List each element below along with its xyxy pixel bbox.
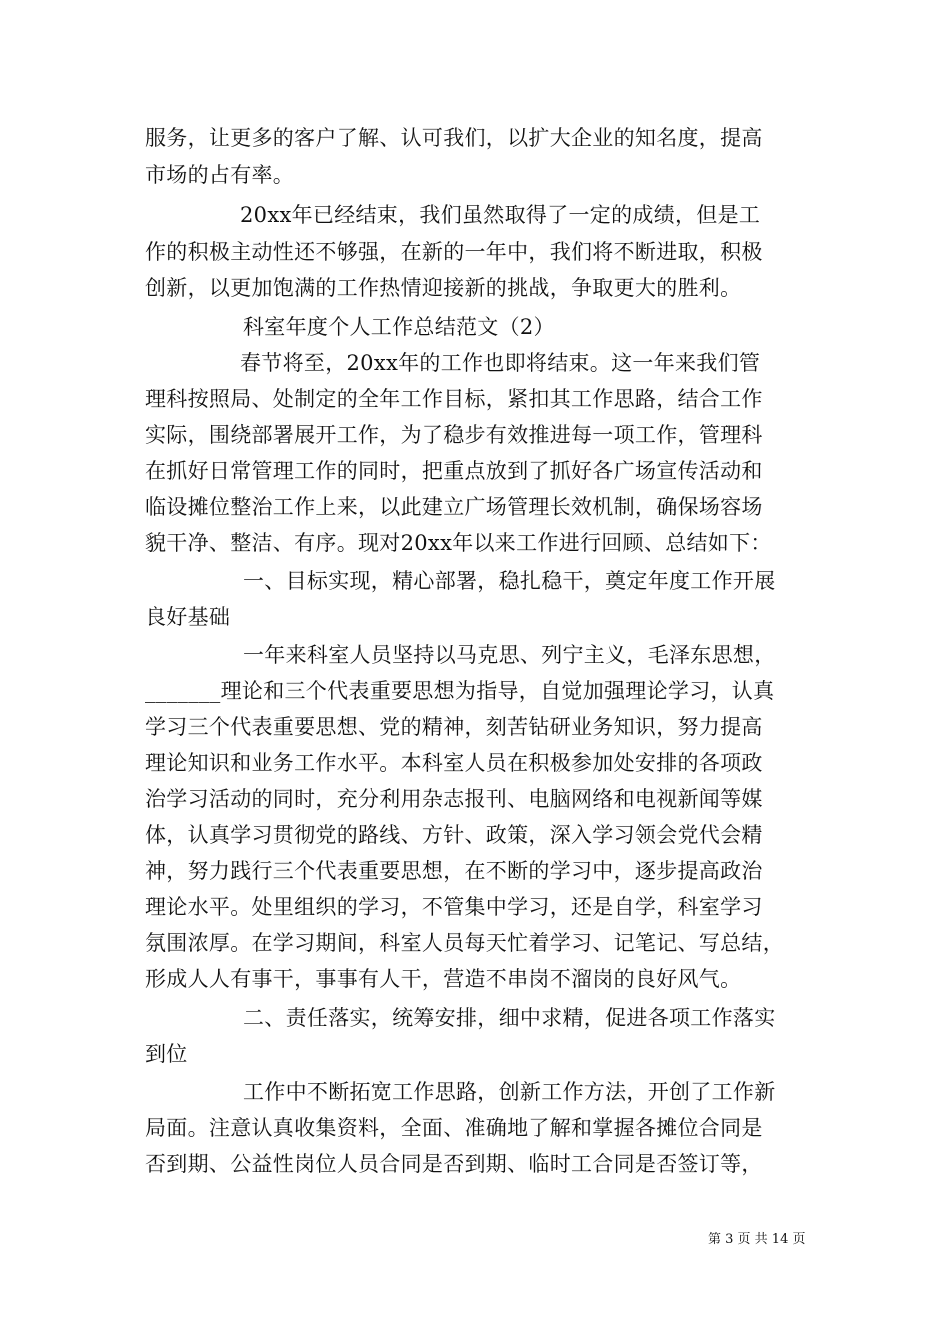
text-line: 氛围浓厚。在学习期间，科室人员每天忙着学习、记笔记、写总结， bbox=[145, 931, 784, 955]
text-line: 服务，让更多的客户了解、认可我们，以扩大企业的知名度，提高 bbox=[145, 126, 763, 150]
text-line: 理论知识和业务工作水平。本科室人员在积极参加处安排的各项政 bbox=[145, 751, 763, 775]
section-heading: 二、责任落实，统筹安排，细中求精，促进各项工作落实 bbox=[243, 1006, 776, 1030]
text-line: 否到期、公益性岗位人员合同是否到期、临时工合同是否签订等， bbox=[145, 1152, 763, 1176]
text-line: 创新，以更加饱满的工作热情迎接新的挑战，争取更大的胜利。 bbox=[145, 276, 742, 300]
text-line: 神，努力践行三个代表重要思想，在不断的学习中，逐步提高政治 bbox=[145, 859, 763, 883]
text-line: 实际，围绕部署展开工作，为了稳步有效推进每一项工作，管理科 bbox=[145, 423, 763, 447]
text-line: 治学习活动的同时，充分利用杂志报刊、电脑网络和电视新闻等媒 bbox=[145, 787, 763, 811]
text-line: 临设摊位整治工作上来，以此建立广场管理长效机制，确保场容场 bbox=[145, 495, 763, 519]
text-line: 理科按照局、处制定的全年工作目标，紧扣其工作思路，结合工作 bbox=[145, 387, 763, 411]
section-heading: 到位 bbox=[145, 1042, 188, 1066]
text-line: 工作中不断拓宽工作思路，创新工作方法，开创了工作新 bbox=[243, 1080, 776, 1104]
section-heading: 一、目标实现，精心部署，稳扎稳干，奠定年度工作开展 bbox=[243, 569, 776, 593]
text-line: 形成人人有事干，事事有人干，营造不串岗不溜岗的良好风气。 bbox=[145, 967, 742, 991]
text-line: 一年来科室人员坚持以马克思、列宁主义，毛泽东思想， bbox=[243, 643, 776, 667]
page-number: 第 3 页 共 14 页 bbox=[708, 1232, 806, 1247]
section-heading: 良好基础 bbox=[145, 605, 231, 629]
text-line: 理论水平。处里组织的学习，不管集中学习，还是自学，科室学习 bbox=[145, 895, 763, 919]
text-line: 体，认真学习贯彻党的路线、方针、政策，深入学习领会党代会精 bbox=[145, 823, 763, 847]
text-line: 春节将至，20xx年的工作也即将结束。这一年来我们管 bbox=[240, 351, 761, 375]
text-line: _______理论和三个代表重要思想为指导，自觉加强理论学习，认真 bbox=[145, 679, 775, 703]
text-line: 局面。注意认真收集资料，全面、准确地了解和掌握各摊位合同是 bbox=[145, 1116, 763, 1140]
text-line: 学习三个代表重要思想、党的精神，刻苦钻研业务知识，努力提高 bbox=[145, 715, 763, 739]
text-line: 作的积极主动性还不够强，在新的一年中，我们将不断进取，积极 bbox=[145, 240, 763, 264]
text-line: 貌干净、整洁、有序。现对20xx年以来工作进行回顾、总结如下： bbox=[145, 531, 772, 555]
text-line: 市场的占有率。 bbox=[145, 163, 295, 187]
text-line: 在抓好日常管理工作的同时，把重点放到了抓好各广场宣传活动和 bbox=[145, 459, 763, 483]
text-line: 20xx年已经结束，我们虽然取得了一定的成绩，但是工 bbox=[240, 203, 761, 227]
section-title: 科室年度个人工作总结范文（2） bbox=[243, 315, 555, 339]
